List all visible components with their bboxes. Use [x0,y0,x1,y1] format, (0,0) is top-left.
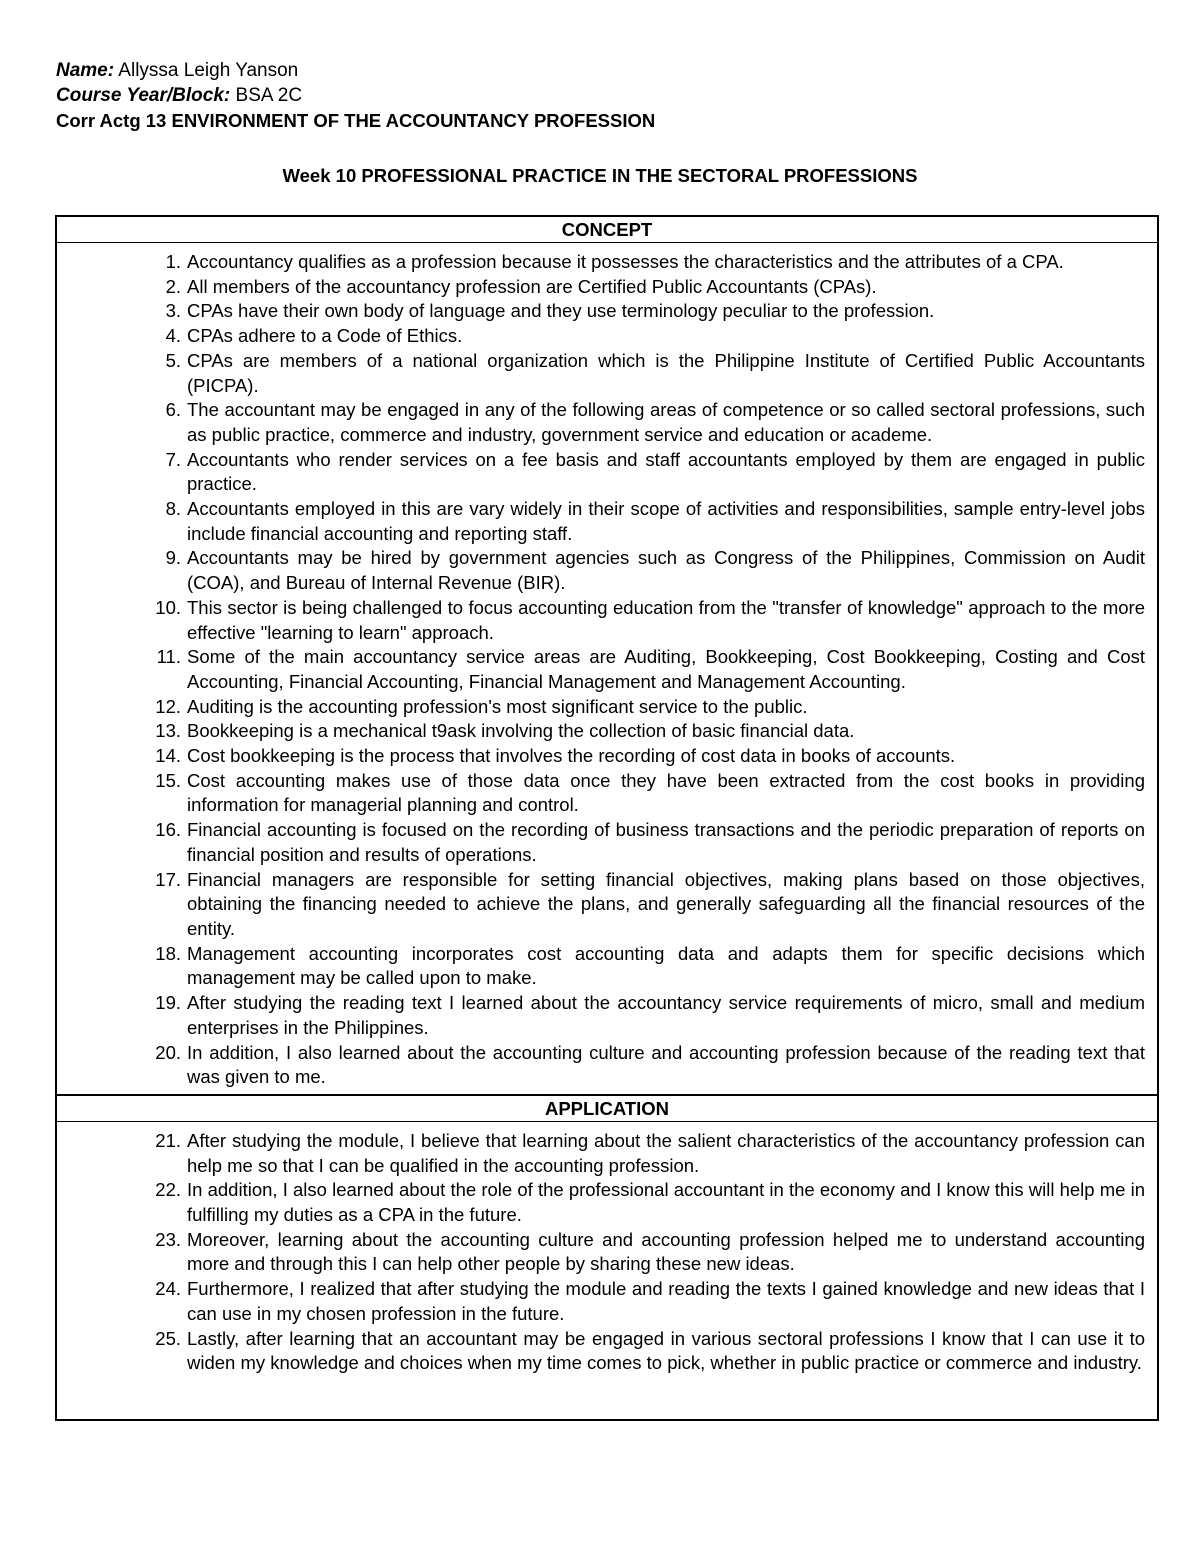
item-text: In addition, I also learned about the accounting culture and accounting profession because of the reading text that was given to me. [187,1041,1145,1088]
item-text: Accountants who render services on a fee basis and staff accountants employed by them are engaged in public practice. [187,448,1145,495]
item-text: Cost accounting makes use of those data once they have been extracted from the cost books in providing information for managerial planning and control. [187,769,1145,816]
item-text: Financial accounting is focused on the recording of business transactions and the periodic preparation of reports on financial position and results of operations. [187,819,1145,865]
item-number: 4. [165,325,181,347]
list-item [57,1327,1145,1376]
list-item [57,596,1145,645]
item-text: Management accounting incorporates cost accounting data and adapts them for specific decisions which management may be called upon to make. [187,942,1145,989]
course-year-value: BSA 2C [230,85,303,106]
item-text: Bookkeeping is a mechanical t9ask involving the collection of basic financial data. [187,720,855,742]
item-number: 20. [155,1041,181,1063]
item-text: After studying the module, I believe that learning about the salient characteristics of the accountancy profession can help me so that I can be qualified in the accounting profession. [187,1129,1145,1176]
item-number: 12. [155,695,181,717]
item-text: After studying the reading text I learned about the accountancy service requirements of micro, small and medium enterprises in the Philippines. [187,992,1145,1038]
course-year-label: Course Year/Block: [56,85,231,106]
list-item [57,769,1145,818]
item-text: Accountants employed in this are vary widely in their scope of activities and responsibilities, sample entry-level jobs include financial accounting and reporting staff. [187,498,1145,544]
list-item [57,1129,1145,1178]
list-item [57,398,1145,447]
item-text: Some of the main accountancy service areas are Auditing, Bookkeeping, Cost Bookkeeping, Costing and Cost Accounting, Financial Accounting, Financial Management and Management Accounting. [187,646,1145,692]
list-item [57,275,1145,300]
item-text: Financial managers are responsible for setting financial objectives, making plans based on those objectives, obtaining the financing needed to achieve the plans, and generally safeguarding all the financial resources of the entity. [187,868,1145,939]
list-item [57,250,1145,275]
item-text: CPAs are members of a national organization which is the Philippine Institute of Certified Public Accountants (PICPA). [187,349,1145,396]
list-item [57,744,1145,769]
list-item [57,645,1145,694]
item-text: Furthermore, I realized that after studying the module and reading the texts I gained knowledge and new ideas that I can use in my chosen profession in the future. [187,1278,1145,1324]
list-item [57,942,1145,991]
item-number: 7. [165,448,181,470]
item-number: 10. [155,596,181,618]
item-number: 23. [155,1228,181,1250]
item-number: 13. [155,720,181,742]
course-title: Corr Actg 13 ENVIRONMENT OF THE ACCOUNTANCY PROFESSION [56,110,656,131]
item-number: 11. [156,646,181,668]
item-text: Cost bookkeeping is the process that involves the recording of cost data in books of accounts. [187,745,956,767]
name-line [56,58,1156,83]
item-number: 18. [155,942,181,964]
item-number: 2. [165,275,181,297]
item-text: The accountant may be engaged in any of the following areas of competence or so called sectoral professions, such as public practice, commerce and industry, government service and education or academe. [187,399,1145,445]
item-number: 6. [165,399,181,421]
list-item [57,719,1145,744]
name-label: Name: [56,60,115,81]
item-text: In addition, I also learned about the role of the professional accountant in the economy and I know this will help me in fulfilling my duties as a CPA in the future. [187,1179,1145,1226]
item-number: 8. [165,498,181,520]
item-number: 9. [165,547,181,569]
list-item [57,546,1145,595]
name-value: Allyssa Leigh Yanson [114,60,299,81]
item-text: CPAs have their own body of language and they use terminology peculiar to the profession. [187,300,935,322]
list-item [57,991,1145,1040]
list-item [57,1228,1145,1277]
item-number: 25. [155,1327,181,1349]
list-item [57,299,1145,324]
concept-list [57,243,1157,1094]
item-number: 19. [155,992,181,1014]
item-text: This sector is being challenged to focus accounting education from the "transfer of knowledge" approach to the more effective "learning to learn" approach. [187,596,1145,643]
item-number: 22. [155,1179,181,1201]
list-item [57,1041,1145,1090]
item-text: Lastly, after learning that an accountant may be engaged in various sectoral professions I know that I can use it to widen my knowledge and choices when my time comes to pick, whether in public practice or commerce and industry. [187,1327,1145,1374]
concept-heading: CONCEPT [57,217,1157,243]
item-text: Moreover, learning about the accounting culture and accounting profession helped me to understand accounting more and through this I can help other people by sharing these new ideas. [187,1228,1145,1275]
item-text: Accountants may be hired by government agencies such as Congress of the Philippines, Commission on Audit (COA), and Bureau of Internal Revenue (BIR). [187,547,1145,594]
list-item [57,349,1145,398]
item-number: 21. [155,1129,181,1151]
item-number: 16. [155,819,181,841]
list-item [57,448,1145,497]
item-number: 15. [155,769,181,791]
list-item [57,868,1145,942]
list-item [57,324,1145,349]
application-heading: APPLICATION [57,1094,1157,1122]
item-text: All members of the accountancy profession are Certified Public Accountants (CPAs). [187,275,877,297]
item-number: 1. [165,251,181,272]
application-list [57,1122,1157,1380]
item-number: 3. [165,300,181,322]
list-item [57,497,1145,546]
list-item [57,1277,1145,1326]
item-text: CPAs adhere to a Code of Ethics. [187,325,463,347]
week-title: Week 10 PROFESSIONAL PRACTICE IN THE SECTORAL PROFESSIONS [282,165,918,186]
item-text: Auditing is the accounting profession's most significant service to the public. [187,695,808,717]
item-number: 24. [155,1278,181,1300]
course-year-line [56,83,1156,108]
document-header [56,58,1156,133]
list-item [57,1178,1145,1227]
item-number: 5. [165,349,181,371]
content-table [55,215,1159,1421]
item-number: 14. [155,745,181,767]
item-text: Accountancy qualifies as a profession because it possesses the characteristics and the attributes of a CPA. [187,251,1064,272]
list-item [57,818,1145,867]
list-item [57,695,1145,720]
item-number: 17. [155,868,181,890]
